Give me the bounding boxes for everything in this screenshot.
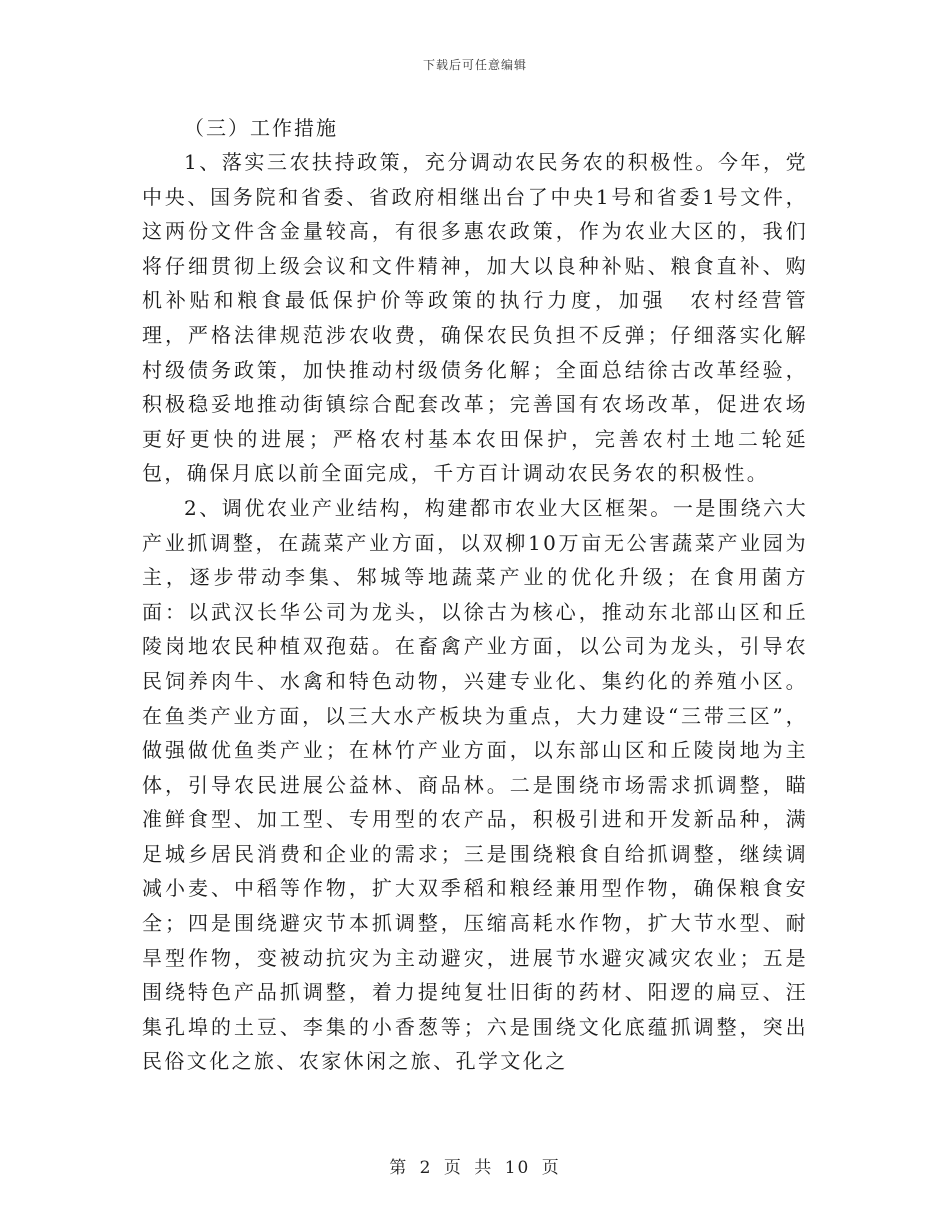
section-heading: （三）工作措施	[184, 116, 338, 140]
paragraph-1: 1、落实三农扶持政策，充分调动农民务农的积极性。今年，党中央、国务院和省委、省政府相继出台了中央1号和省委1号文件，这两份文件含金量较高，有很多惠农政策，作为农业大区的，我们将仔细贯彻上级会议和文件精神，加大以良种补贴、粮食直补、购机补贴和粮食最低保护价等政策的执行力度，加强 农村经营管理，严格法律规范涉农收费，确保农民负担不反弹；仔细落实化解村级债务政策，加快推动村级债务化解；全面总结徐古改革经验，积极稳妥地推动街镇综合配套改革；完善国有农场改革，促进农场更好更快的进展；严格农村基本农田保护，完善农村土地二轮延包，确保月底以前全面完成，千方百计调动农民务农的积极性。	[142, 150, 808, 486]
paragraph-2: 2、调优农业产业结构，构建都市农业大区框架。一是围绕六大产业抓调整，在蔬菜产业方面，以双柳10万亩无公害蔬菜产业园为主，逐步带动李集、邾城等地蔬菜产业的优化升级；在食用菌方面：以武汉长华公司为龙头，以徐古为核心，推动东北部山区和丘陵岗地农民种植双孢菇。在畜禽产业方面，以公司为龙头，引导农民饲养肉牛、水禽和特色动物，兴建专业化、集约化的养殖小区。在鱼类产业方面，以三大水产板块为重点，大力建设“三带三区”，做强做优鱼类产业；在林竹产业方面，以东部山区和丘陵岗地为主体，引导农民进展公益林、商品林。二是围绕市场需求抓调整，瞄准鲜食型、加工型、专用型的农产品，积极引进和开发新品种，满足城乡居民消费和企业的需求；三是围绕粮食自给抓调整，继续调减小麦、中稻等作物，扩大双季稻和粮经兼用型作物，确保粮食安全；四是围绕避灾节本抓调整，压缩高耗水作物，扩大节水型、耐旱型作物，变被动抗灾为主动避灾，进展节水避灾减灾农业；五是围绕特色产品抓调整，着力提纯复壮旧街的药材、阳逻的扁豆、汪集孔埠的土豆、李集的小香葱等；六是围绕文化底蕴抓调整，突出民俗文化之旅、农家休闲之旅、孔学文化之	[142, 495, 808, 1074]
page-header-note: 下载后可任意编辑	[422, 58, 527, 72]
document-body	[142, 111, 808, 1079]
page-number: 第 2 页 共 10 页	[389, 1158, 561, 1178]
